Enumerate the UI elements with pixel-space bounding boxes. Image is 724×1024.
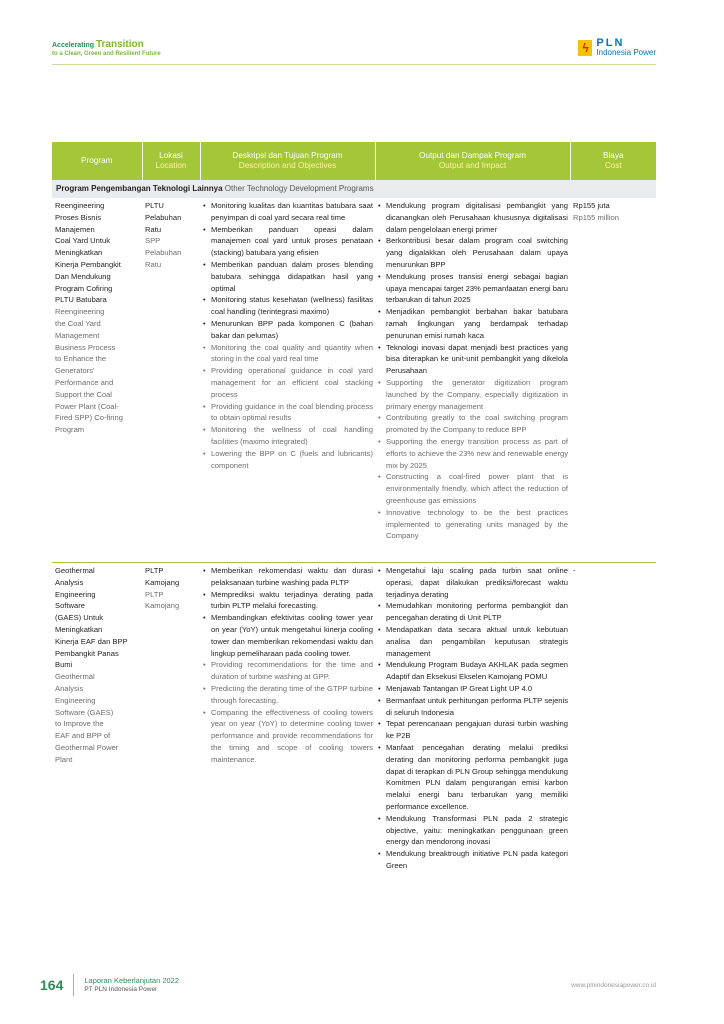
col-output: Output dan Dampak Program Output and Impact <box>375 142 570 180</box>
program-line-en: Program <box>55 425 85 435</box>
description-cell <box>200 563 375 872</box>
location-line: PLTU <box>145 201 164 210</box>
table-row <box>52 563 656 872</box>
tagline-prefix: Accelerating <box>52 42 96 49</box>
program-line-en: Software (GAES) <box>55 707 114 717</box>
program-line-en: the Coal Yard <box>55 318 101 328</box>
list-item: • Memberikan rekomendasi waktu dan durasi pelaksanaan turbine washing pada PLTP <box>203 565 373 589</box>
program-line: PLTU Batubara <box>55 295 107 305</box>
program-line-en: Business Process <box>55 342 116 352</box>
location-line: Pelabuhan <box>145 212 182 222</box>
list-item: • Memberikan panduan dalam proses blending batubara sehingga didapatkan hasil yang optimal <box>203 259 373 294</box>
list-item-en: • Comparing the effectiveness of cooling towers year on year (YoY) to determine cooling tower performance and provide recommendations for the timing and scope of cooling towers maintenance. <box>203 707 373 766</box>
program-line: Manajemen <box>55 224 95 234</box>
list-item-en: • Providing recommendations for the time and duration of turbine washing at GPP. <box>203 659 373 683</box>
program-line: Software <box>55 601 85 611</box>
location-lines <box>145 565 198 612</box>
list-item-en: • Monitoring the wellness of coal handling facilities (maximo integrated) <box>203 424 373 448</box>
company-logo <box>578 38 656 58</box>
output-list <box>378 565 568 872</box>
location-lines <box>145 200 198 271</box>
cost-cell <box>570 198 656 563</box>
logo-name: PLN <box>596 37 625 49</box>
page-number: 164 <box>40 977 64 993</box>
page-footer <box>40 974 179 996</box>
list-item: • Monitoring status kesehatan (wellness) fasilitas coal handling (terintegrasi maximo) <box>203 294 373 318</box>
tagline-keyword: Transition <box>95 39 144 50</box>
output-cell <box>375 563 570 872</box>
program-line-en: Performance and <box>55 377 114 387</box>
program-line: Reengineering <box>55 201 105 210</box>
program-cell <box>52 198 142 563</box>
col-description: Deskripsi dan Tujuan Program Description and Objectives <box>200 142 375 180</box>
program-line: Bumi <box>55 660 73 670</box>
program-lines <box>55 565 140 766</box>
program-line-en: to Enhance the <box>55 354 107 364</box>
list-item: • Menjadikan pembangkit berbahan bakar batubara ramah lingkungan yang berdampak terhadap penurunan emisi rumah kaca <box>378 306 568 341</box>
program-line-en: Plant <box>55 754 73 764</box>
location-cell <box>142 198 200 563</box>
list-item: • Manfaat pencegahan derating melalui prediksi derating dan monitoring performa pembangkit juga dapat di terapkan di PLN Group sehingga mendukung Komitmen PLN dalam pengurangan emisi karbon melalui energi baru terbarukan yang memiliki performance excellence. <box>378 742 568 813</box>
list-item-en: • Supporting the generator digitization program launched by the Company, especially digitization in primary energy management <box>378 377 568 412</box>
list-item: • Menjawab Tantangan IP Great Light UP 4.0 <box>378 683 568 695</box>
list-item-en: • Monitoring the coal quality and quantity when storing in the coal yard real time <box>203 342 373 366</box>
list-item: • Mendapatkan data secara aktual untuk kebutuan analisa dan pengambilan keputusan strategis management <box>378 624 568 659</box>
location-cell <box>142 563 200 872</box>
col-location: Lokasi Location <box>142 142 200 180</box>
location-line-en: PLTP <box>145 589 164 599</box>
location-line: Kamojang <box>145 577 180 587</box>
list-item: • Berkontribusi besar dalam program coal switching yang digalakkan oleh Perusahaan dalam upaya menurunkan BPP <box>378 235 568 270</box>
list-item: • Mendukung breaktrough initiative PLN pada kategori Green <box>378 848 568 872</box>
program-lines <box>55 200 140 436</box>
program-line-en: to Improve the <box>55 719 104 729</box>
program-line: Kinerja Pembangkit <box>55 259 121 269</box>
program-line-en: Geothermal <box>55 672 95 682</box>
cost-value: Rp155 juta <box>573 201 610 210</box>
program-line: Kinerja EAF dan BPP <box>55 636 128 646</box>
list-item: • Membandingkan efektivitas cooling tower year on year (YoY) untuk mengetahui kinerja cooling tower dan memberikan rekomendasi waktu dan lingkup pemeliharaan pada cooling tower. <box>203 612 373 659</box>
website-url: www.plnindonesiapower.co.id <box>571 982 656 989</box>
program-line: Engineering <box>55 589 96 599</box>
cost-value: - <box>573 566 576 575</box>
list-item: • Mengetahui laju scaling pada turbin saat online operasi, dapat dilakukan prediksi/forecast waktu terjadinya derating <box>378 565 568 600</box>
list-item-en: • Lowering the BPP on C (fuels and lubricants) component <box>203 448 373 472</box>
program-line-en: Engineering <box>55 695 96 705</box>
program-line-en: Support the Coal <box>55 389 112 399</box>
list-item: • Mendukung Program Budaya AKHLAK pada segmen Adaptif dan Eksekusi Ekselen Kamojang POMU <box>378 659 568 683</box>
output-cell <box>375 198 570 563</box>
desc-list <box>203 200 373 471</box>
location-line: PLTP <box>145 566 164 575</box>
list-item: • Teknologi inovasi dapat menjadi best practices yang bisa diterapkan ke unit-unit pembangkit yang dikelola Perusahaan <box>378 342 568 377</box>
list-item: • Memprediksi waktu terjadinya derating pada turbin PLTP melalui forecasting. <box>203 589 373 613</box>
list-item-en: • Supporting the energy transition process as part of efforts to achieve the 23% new and renewable energy mix by 2025 <box>378 436 568 471</box>
program-line: (GAES) Untuk <box>55 613 104 623</box>
program-line: Analysis <box>55 577 84 587</box>
location-line-en: Ratu <box>145 259 162 269</box>
location-line-en: Kamojang <box>145 601 180 611</box>
header-tagline <box>52 40 161 58</box>
list-item: • Mendukung Transformasi PLN pada 2 strategic objective, yaitu: meningkatkan penggunaan green energy dan mendorong inovasi <box>378 813 568 848</box>
program-line-en: Analysis <box>55 683 84 693</box>
desc-list <box>203 565 373 766</box>
program-line: Dan Mendukung <box>55 271 111 281</box>
program-line-en: Reengineering <box>55 307 105 317</box>
program-line-en: Power Plant (Coal- <box>55 401 119 411</box>
list-item: • Memberikan panduan opeasi dalam manajemen coal yard untuk proses penataan (stacking) batubara yang efisien <box>203 224 373 259</box>
list-item: • Bermanfaat untuk perhitungan performa PLTP sejenis di seluruh Indonesia <box>378 695 568 719</box>
description-cell <box>200 198 375 563</box>
list-item-en: • Innovative technology to be the best practices implemented to generating units managed by the Company <box>378 507 568 542</box>
location-line-en: SPP <box>145 236 161 246</box>
report-title: Laporan Keberlanjutan 2022 <box>84 976 180 985</box>
output-list <box>378 200 568 542</box>
program-table <box>52 142 656 872</box>
list-item-en: • Predicting the derating time of the GTPP turbine through forecasting. <box>203 683 373 707</box>
footer-divider <box>73 974 74 996</box>
cost-value-en: Rp155 million <box>573 212 620 222</box>
program-line: Pembangkit Panas <box>55 648 119 658</box>
list-item-en: • Providing operational guidance in coal yard management for an efficient coal stacking process <box>203 365 373 400</box>
list-item-en: • Constructing a coal-fired power plant that is environmentally friendly, which affect the reduction of greenhouse gas emissions <box>378 471 568 506</box>
program-line: Coal Yard Untuk <box>55 236 111 246</box>
list-item: • Tepat perencanaan pengajuan durasi turbin washing ke P2B <box>378 718 568 742</box>
program-line: Geothermal <box>55 566 95 575</box>
table-header-row <box>52 142 656 180</box>
program-line-en: Management <box>55 330 100 340</box>
program-line-en: Geothermal Power <box>55 742 119 752</box>
program-line-en: Fired SPP) Co-firing <box>55 413 123 423</box>
section-row <box>52 180 656 198</box>
program-line: Program Cofiring <box>55 283 113 293</box>
list-item: • Mendukung proses transisi energi sebagai bagian upaya mencapai target 23% pemanfaatan energi baru terbarukan di tahun 2025 <box>378 271 568 306</box>
tagline-subtitle: to a Clean, Green and Resilient Future <box>52 51 161 57</box>
location-line-en: Pelabuhan <box>145 248 182 258</box>
table-row <box>52 198 656 563</box>
program-line: Meningkatkan <box>55 624 103 634</box>
list-item-en: • Providing guidance in the coal blending process to obtain optimal results <box>203 401 373 425</box>
list-item: • Mendukung program digitalisasi pembangkit yang dicanangkan oleh Perusahaan khususnya digitalisasi dalam pengelolaan energi primer <box>378 200 568 235</box>
list-item: • Monitoring kualitas dan kuantitas batubara saat penyimpan di coal yard secara real time <box>203 200 373 224</box>
program-line: Proses Bisnis <box>55 212 102 222</box>
logo-subtitle: Indonesia Power <box>596 48 656 57</box>
location-line: Ratu <box>145 224 162 234</box>
list-item: • Memudahkan monitoring performa pembangkit dan pencegahan derating di Unit PLTP <box>378 600 568 624</box>
program-cell <box>52 563 142 872</box>
list-item-en: • Contributing greatly to the coal switching program promoted by the Company to reduce BPP <box>378 412 568 436</box>
cost-cell <box>570 563 656 872</box>
program-line-en: Generators' <box>55 366 95 376</box>
program-line-en: EAF and BPP of <box>55 731 111 741</box>
list-item: • Menurunkan BPP pada komponen C (bahan bakar dan pelumas) <box>203 318 373 342</box>
section-title: Program Pengembangan Teknologi Lainnya Other Technology Development Programs <box>52 180 656 198</box>
header-divider <box>52 64 656 65</box>
col-cost: Biaya Cost <box>570 142 656 180</box>
lightning-bolt-icon: ϟ <box>578 40 592 56</box>
program-line: Meningkatkan <box>55 248 103 258</box>
company-name: PT PLN Indonesia Power <box>84 986 158 993</box>
col-program: Program <box>52 142 142 180</box>
